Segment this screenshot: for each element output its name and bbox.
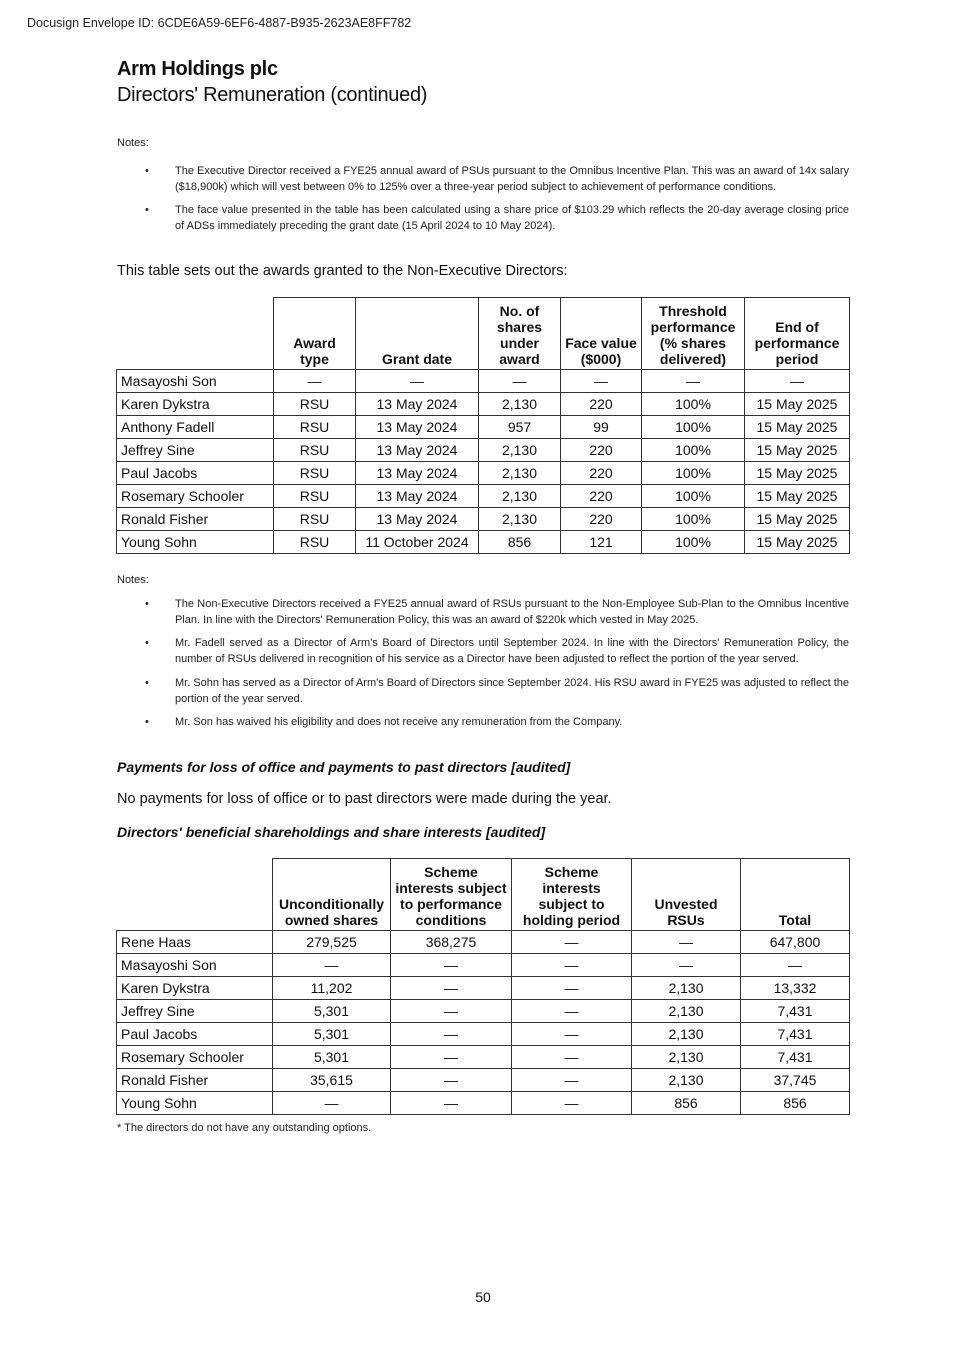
table-cell: — bbox=[512, 1092, 632, 1115]
table-cell: 15 May 2025 bbox=[745, 439, 850, 462]
table-cell: 15 May 2025 bbox=[745, 416, 850, 439]
ned-awards-table bbox=[116, 297, 850, 554]
table-cell: RSU bbox=[274, 531, 356, 554]
table-cell: RSU bbox=[274, 508, 356, 531]
director-name: Ronald Fisher bbox=[117, 1069, 273, 1092]
loss-of-office-text: No payments for loss of office or to past directors were made during the year. bbox=[117, 791, 612, 807]
table-cell: 15 May 2025 bbox=[745, 485, 850, 508]
company-name: Arm Holdings plc bbox=[117, 58, 278, 80]
table-row bbox=[117, 1046, 850, 1069]
table-cell: — bbox=[512, 931, 632, 954]
table-cell: RSU bbox=[274, 485, 356, 508]
table-cell: 2,130 bbox=[479, 393, 561, 416]
table-cell: 13 May 2024 bbox=[356, 416, 479, 439]
table-row bbox=[117, 1000, 850, 1023]
table-cell: — bbox=[274, 370, 356, 393]
table-cell: — bbox=[391, 1069, 512, 1092]
table-cell: 220 bbox=[561, 439, 642, 462]
table-cell: 2,130 bbox=[632, 1046, 741, 1069]
table-cell: RSU bbox=[274, 439, 356, 462]
notes-label-2: Notes: bbox=[117, 574, 149, 586]
table-cell: 99 bbox=[561, 416, 642, 439]
table-cell: 100% bbox=[642, 416, 745, 439]
table-cell: 13,332 bbox=[741, 977, 850, 1000]
table-cell: 856 bbox=[741, 1092, 850, 1115]
notes-list-1 bbox=[117, 164, 849, 243]
table-cell: 13 May 2024 bbox=[356, 439, 479, 462]
table-cell: — bbox=[391, 1000, 512, 1023]
page-number: 50 bbox=[475, 1289, 491, 1305]
table-cell: 100% bbox=[642, 485, 745, 508]
table-cell: 13 May 2024 bbox=[356, 393, 479, 416]
note-item: • The Non-Executive Directors received a FYE25 annual award of RSUs pursuant to the Non-Employee Sub-Plan to the Omnibus Incentive Plan. In line with the Directors' Remuneration Policy, this was an award of $220k which vested in May 2025. bbox=[145, 598, 849, 626]
table-row bbox=[117, 977, 850, 1000]
table-row bbox=[117, 370, 850, 393]
table-cell: — bbox=[273, 954, 391, 977]
director-name: Paul Jacobs bbox=[117, 1023, 273, 1046]
bullet-icon: • bbox=[145, 598, 149, 610]
table-cell: — bbox=[512, 954, 632, 977]
table-header-cell: Total bbox=[741, 859, 850, 931]
table-cell: 647,800 bbox=[741, 931, 850, 954]
table-cell: 2,130 bbox=[479, 508, 561, 531]
table-header-cell: Unvested RSUs bbox=[632, 859, 741, 931]
table-cell: RSU bbox=[274, 393, 356, 416]
notes-list-2 bbox=[117, 597, 849, 739]
table-cell: — bbox=[512, 1023, 632, 1046]
table-cell: — bbox=[273, 1092, 391, 1115]
table-row bbox=[117, 1092, 850, 1115]
table-cell: 11,202 bbox=[273, 977, 391, 1000]
note-item: • Mr. Sohn has served as a Director of Arm's Board of Directors since September 2024. His RSU award in FYE25 was adjusted to reflect the portion of the year served. bbox=[145, 676, 850, 705]
table-row bbox=[117, 931, 850, 954]
table-cell: 15 May 2025 bbox=[745, 531, 850, 554]
table-cell: 2,130 bbox=[632, 1023, 741, 1046]
table-cell: 220 bbox=[561, 508, 642, 531]
table-header-row bbox=[117, 298, 850, 370]
table-cell: 2,130 bbox=[632, 1000, 741, 1023]
table-cell: — bbox=[356, 370, 479, 393]
note-item: • The Executive Director received a FYE25 annual award of PSUs pursuant to the Omnibus Incentive Plan. This was an award of 14x salary ($18,900k) which will vest between 0% to 125% over a three-year period subject to achievement of performance conditions. bbox=[145, 165, 849, 193]
table-cell: 5,301 bbox=[273, 1046, 391, 1069]
table-cell: — bbox=[512, 1000, 632, 1023]
director-name: Masayoshi Son bbox=[117, 954, 273, 977]
table-cell: — bbox=[642, 370, 745, 393]
table-cell: — bbox=[391, 977, 512, 1000]
table-row bbox=[117, 393, 850, 416]
table-cell: 7,431 bbox=[741, 1023, 850, 1046]
table-cell: 13 May 2024 bbox=[356, 508, 479, 531]
table-cell: 35,615 bbox=[273, 1069, 391, 1092]
notes-label-1: Notes: bbox=[117, 137, 149, 149]
table-cell: 5,301 bbox=[273, 1000, 391, 1023]
table-cell: 2,130 bbox=[632, 977, 741, 1000]
table-row bbox=[117, 954, 850, 977]
bullet-icon: • bbox=[145, 637, 149, 650]
director-name: Karen Dykstra bbox=[117, 393, 274, 416]
table-header-cell: Scheme interests subject to performance conditions bbox=[391, 859, 512, 931]
table-cell: 15 May 2025 bbox=[745, 462, 850, 485]
bullet-icon: • bbox=[145, 204, 149, 217]
shareholdings-table bbox=[116, 858, 850, 1115]
options-footnote: * The directors do not have any outstanding options. bbox=[117, 1122, 372, 1134]
table-row bbox=[117, 416, 850, 439]
table-row bbox=[117, 462, 850, 485]
table-cell: — bbox=[745, 370, 850, 393]
table-cell: 957 bbox=[479, 416, 561, 439]
director-name: Rosemary Schooler bbox=[117, 1046, 273, 1069]
table-row bbox=[117, 439, 850, 462]
table-cell: 220 bbox=[561, 393, 642, 416]
note-item: • Mr. Fadell served as a Director of Arm's Board of Directors until September 2024. In line with the Directors' Remuneration Policy, the number of RSUs delivered in recognition of his service as a Director have been adjusted to reflect the portion of the year served. bbox=[145, 637, 849, 666]
table-cell: — bbox=[512, 1046, 632, 1069]
table-header-cell: Threshold performance (% shares delivered) bbox=[642, 298, 745, 370]
table-cell: 2,130 bbox=[632, 1069, 741, 1092]
table-cell: — bbox=[391, 1023, 512, 1046]
table-cell: RSU bbox=[274, 462, 356, 485]
director-name: Rene Haas bbox=[117, 931, 273, 954]
table-cell: — bbox=[479, 370, 561, 393]
table-cell: 856 bbox=[632, 1092, 741, 1115]
note-item: • The face value presented in the table has been calculated using a share price of $103.29 which reflects the 20-day average closing price of ADSs immediately preceding the grant date (15 April 2024 to 10 May 2024). bbox=[145, 204, 849, 233]
table-row bbox=[117, 1069, 850, 1092]
table-cell: — bbox=[512, 1069, 632, 1092]
table-cell: — bbox=[391, 1046, 512, 1069]
docusign-envelope-id: Docusign Envelope ID: 6CDE6A59-6EF6-4887-B935-2623AE8FF782 bbox=[27, 16, 412, 30]
table-row bbox=[117, 485, 850, 508]
table-cell: 2,130 bbox=[479, 439, 561, 462]
table-cell: 100% bbox=[642, 508, 745, 531]
table-header-cell: Grant date bbox=[356, 298, 479, 370]
table-row bbox=[117, 531, 850, 554]
table-header-cell: Unconditionally owned shares bbox=[273, 859, 391, 931]
table-header-cell bbox=[117, 298, 274, 370]
table-header-cell: No. of shares under award bbox=[479, 298, 561, 370]
loss-of-office-heading: Payments for loss of office and payments to past directors [audited] bbox=[117, 759, 571, 775]
table-cell: 100% bbox=[642, 531, 745, 554]
table-cell: 37,745 bbox=[741, 1069, 850, 1092]
bullet-icon: • bbox=[145, 716, 149, 729]
director-name: Ronald Fisher bbox=[117, 508, 274, 531]
bullet-icon: • bbox=[145, 165, 149, 177]
table-cell: 121 bbox=[561, 531, 642, 554]
table-cell: 11 October 2024 bbox=[356, 531, 479, 554]
table-cell: — bbox=[561, 370, 642, 393]
table-header-cell: Award type bbox=[274, 298, 356, 370]
table-cell: — bbox=[391, 1092, 512, 1115]
table-cell: — bbox=[632, 931, 741, 954]
table-cell: 368,275 bbox=[391, 931, 512, 954]
table-cell: 15 May 2025 bbox=[745, 393, 850, 416]
table-cell: 5,301 bbox=[273, 1023, 391, 1046]
director-name: Jeffrey Sine bbox=[117, 439, 274, 462]
table-header-cell: Face value ($000) bbox=[561, 298, 642, 370]
table-cell: — bbox=[512, 977, 632, 1000]
table-cell: 856 bbox=[479, 531, 561, 554]
table-header-cell bbox=[117, 859, 273, 931]
table-cell: 100% bbox=[642, 393, 745, 416]
table-cell: 2,130 bbox=[479, 462, 561, 485]
table-cell: 279,525 bbox=[273, 931, 391, 954]
director-name: Karen Dykstra bbox=[117, 977, 273, 1000]
director-name: Anthony Fadell bbox=[117, 416, 274, 439]
bullet-icon: • bbox=[145, 676, 149, 689]
page-header bbox=[117, 56, 427, 109]
table-cell: 13 May 2024 bbox=[356, 462, 479, 485]
section-title: Directors' Remuneration (continued) bbox=[117, 84, 428, 106]
director-name: Young Sohn bbox=[117, 1092, 273, 1115]
table-cell: 220 bbox=[561, 485, 642, 508]
note-item: • Mr. Son has waived his eligibility and does not receive any remuneration from the Company. bbox=[117, 715, 849, 731]
table-header-cell: Scheme interests subject to holding period bbox=[512, 859, 632, 931]
table-cell: RSU bbox=[274, 416, 356, 439]
table-cell: 15 May 2025 bbox=[745, 508, 850, 531]
director-name: Jeffrey Sine bbox=[117, 1000, 273, 1023]
table-cell: — bbox=[632, 954, 741, 977]
table-cell: — bbox=[391, 954, 512, 977]
table-cell: — bbox=[741, 954, 850, 977]
shareholdings-heading: Directors' beneficial shareholdings and share interests [audited] bbox=[117, 824, 546, 840]
director-name: Paul Jacobs bbox=[117, 462, 274, 485]
table-cell: 7,431 bbox=[741, 1000, 850, 1023]
table-row bbox=[117, 508, 850, 531]
director-name: Rosemary Schooler bbox=[117, 485, 274, 508]
table-header-cell: End of performance period bbox=[745, 298, 850, 370]
table-cell: 100% bbox=[642, 462, 745, 485]
director-name: Masayoshi Son bbox=[117, 370, 274, 393]
table-cell: 220 bbox=[561, 462, 642, 485]
table-header-row bbox=[117, 859, 850, 931]
table-cell: 13 May 2024 bbox=[356, 485, 479, 508]
ned-intro-text: This table sets out the awards granted to the Non-Executive Directors: bbox=[117, 263, 568, 279]
table-row bbox=[117, 1023, 850, 1046]
director-name: Young Sohn bbox=[117, 531, 274, 554]
table-cell: 100% bbox=[642, 439, 745, 462]
table-cell: 2,130 bbox=[479, 485, 561, 508]
table-cell: 7,431 bbox=[741, 1046, 850, 1069]
